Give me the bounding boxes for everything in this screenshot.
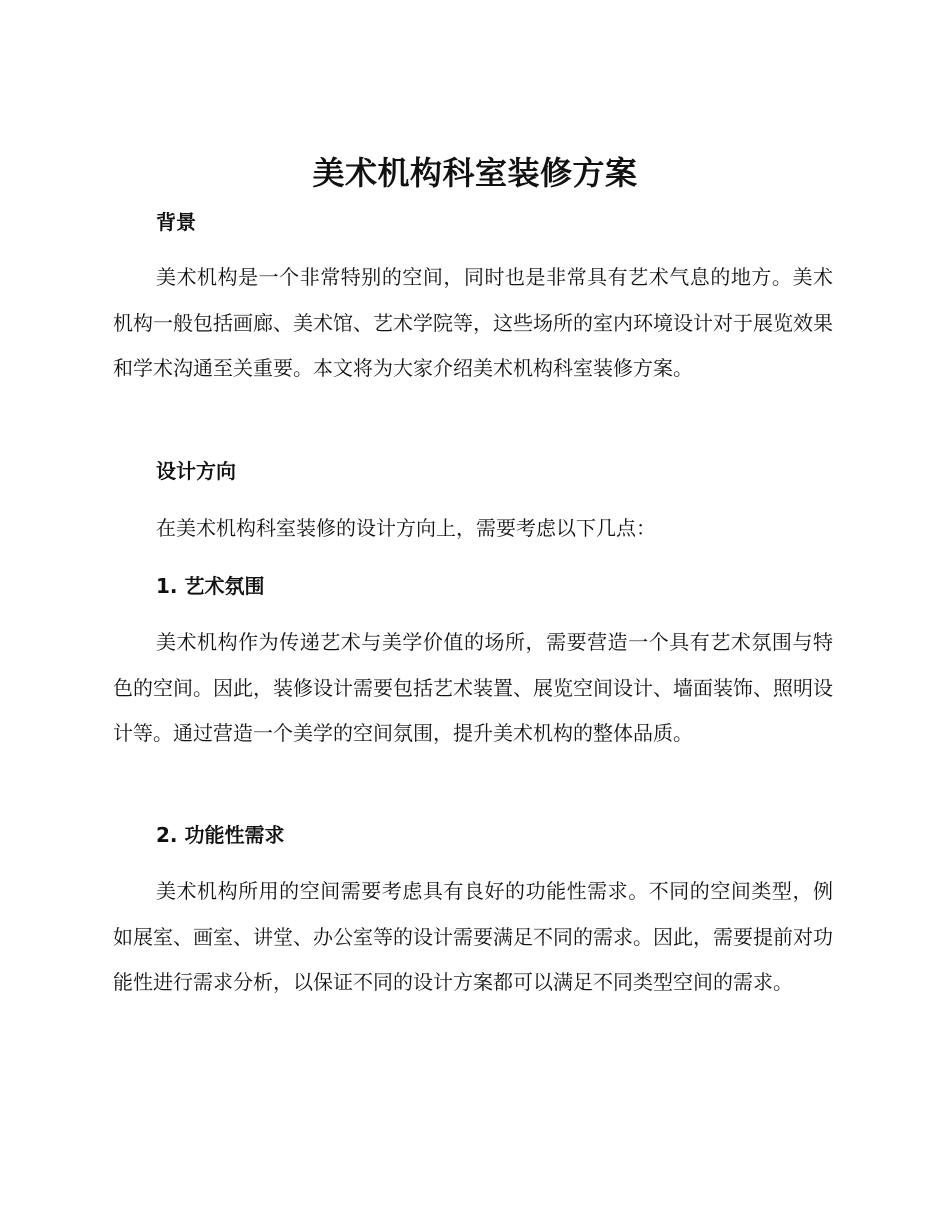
section-paragraph-art-atmosphere: 美术机构作为传递艺术与美学价值的场所，需要营造一个具有艺术氛围与特色的空间。因此，装修设计需要包括艺术装置、展览空间设计、墙面装饰、照明设计等。通过营造一个美学的空间氛围，提升美术机构的整体品质。 — [113, 630, 833, 745]
section-heading-background: 背景 — [156, 210, 196, 234]
section-paragraph-functional-needs: 美术机构所用的空间需要考虑具有良好的功能性需求。不同的空间类型，例如展室、画室、讲堂、办公室等的设计需要满足不同的需求。因此，需要提前对功能性进行需求分析，以保证不同的设计方案都可以满足不同类型空间的需求。 — [113, 879, 833, 994]
document-title: 美术机构科室装修方案 — [312, 154, 638, 192]
section-paragraph-background: 美术机构是一个非常特别的空间，同时也是非常具有艺术气息的地方。美术机构一般包括画廊、美术馆、艺术学院等，这些场所的室内环境设计对于展览效果和学术沟通至关重要。本文将为大家介绍美术机构科室装修方案。 — [113, 265, 833, 380]
section-paragraph-design-direction: 在美术机构科室装修的设计方向上，需要考虑以下几点： — [156, 516, 656, 540]
section-heading-design-direction: 设计方向 — [156, 459, 236, 483]
section-heading-art-atmosphere: 1. 艺术氛围 — [156, 574, 265, 598]
section-heading-functional-needs: 2. 功能性需求 — [156, 823, 285, 847]
